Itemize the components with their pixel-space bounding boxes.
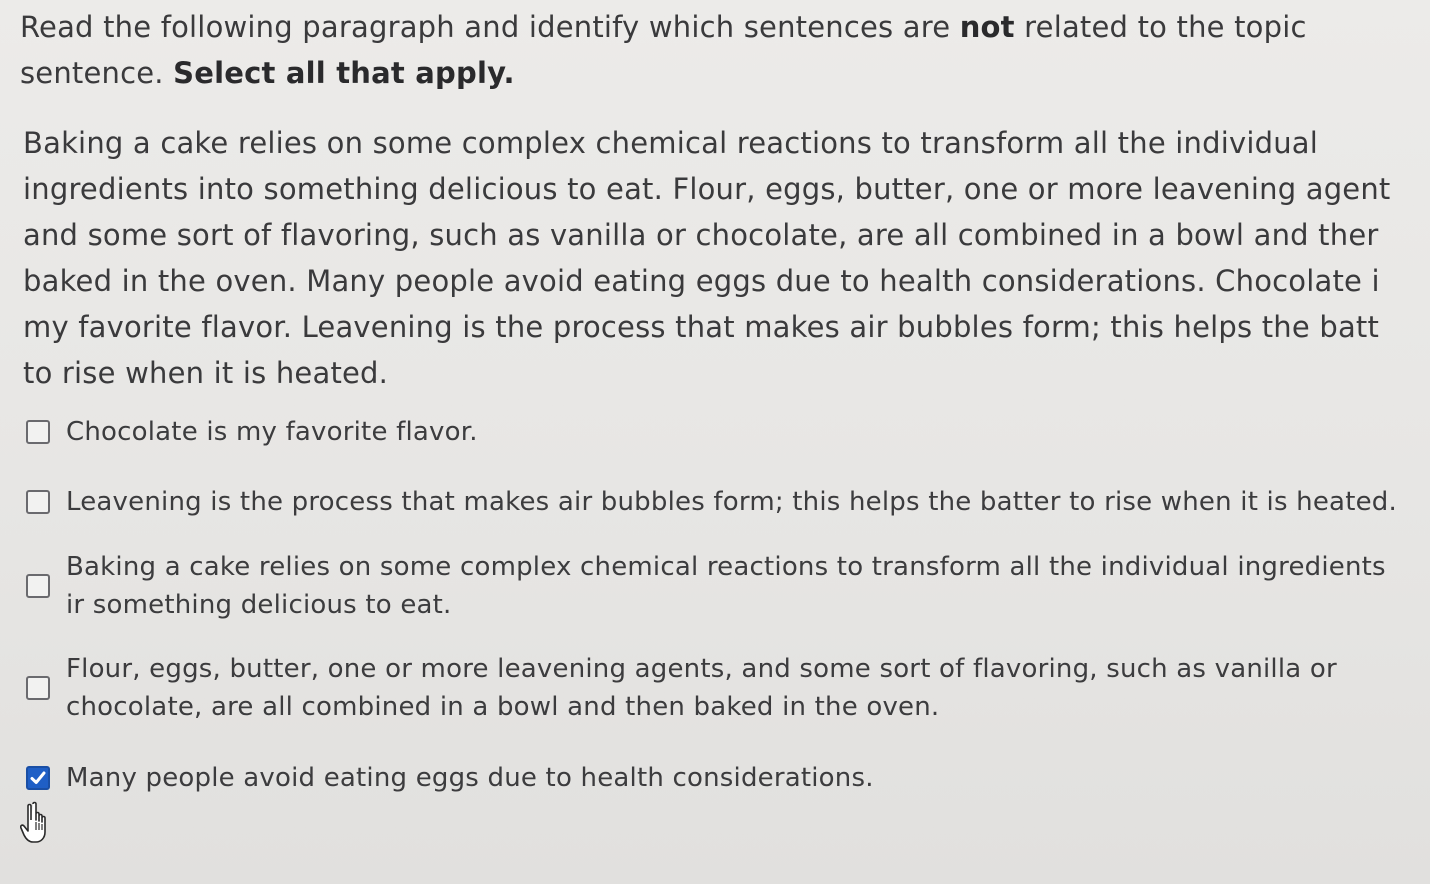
answer-option[interactable] <box>20 752 1430 804</box>
answer-option[interactable] <box>20 646 1430 730</box>
option-label: Chocolate is my favorite flavor. <box>66 417 478 447</box>
answer-options <box>20 406 1430 804</box>
instruction-emphasis: not <box>959 10 1015 44</box>
passage-line: my favorite flavor. Leavening is the process that makes air bubbles form; this helps the batt <box>23 310 1380 344</box>
answer-option[interactable] <box>20 544 1430 628</box>
option-label: Flour, eggs, butter, one or more leavening agents, and some sort of flavoring, such as vanilla or chocolate, are all combined in a bowl and then baked in the oven. <box>66 654 1337 722</box>
hand-pointer-cursor-icon <box>20 800 60 846</box>
option-checkbox[interactable] <box>26 420 50 444</box>
option-label: Baking a cake relies on some complex chemical reactions to transform all the individual ingredients ir something delicious to eat. <box>66 552 1386 620</box>
question-instruction <box>20 4 1410 96</box>
instruction-text-continued: related to the topic sentence. <box>20 10 1307 90</box>
option-label: Leavening is the process that makes air bubbles form; this helps the batter to rise when it is heated. <box>66 487 1397 517</box>
option-label: Many people avoid eating eggs due to health considerations. <box>66 763 874 793</box>
answer-option[interactable] <box>20 476 1430 528</box>
option-checkbox[interactable] <box>26 676 50 700</box>
passage-line: Baking a cake relies on some complex chemical reactions to transform all the individual <box>23 126 1319 160</box>
option-checkbox[interactable] <box>26 574 50 598</box>
checkmark-icon <box>28 768 48 788</box>
passage-line: and some sort of flavoring, such as vanilla or chocolate, are all combined in a bowl and ther <box>23 218 1379 252</box>
select-all-note: Select all that apply. <box>173 56 515 90</box>
option-checkbox-checked[interactable] <box>26 766 50 790</box>
passage-line: ingredients into something delicious to eat. Flour, eggs, butter, one or more leavening agent <box>23 172 1391 206</box>
question-page <box>20 4 1430 804</box>
passage-line: to rise when it is heated. <box>23 356 389 390</box>
answer-option[interactable] <box>20 406 1430 458</box>
reading-passage <box>23 120 1430 396</box>
option-checkbox[interactable] <box>26 490 50 514</box>
instruction-text: Read the following paragraph and identify which sentences are <box>20 10 960 44</box>
passage-line: baked in the oven. Many people avoid eating eggs due to health considerations. Chocolate i <box>23 264 1380 298</box>
